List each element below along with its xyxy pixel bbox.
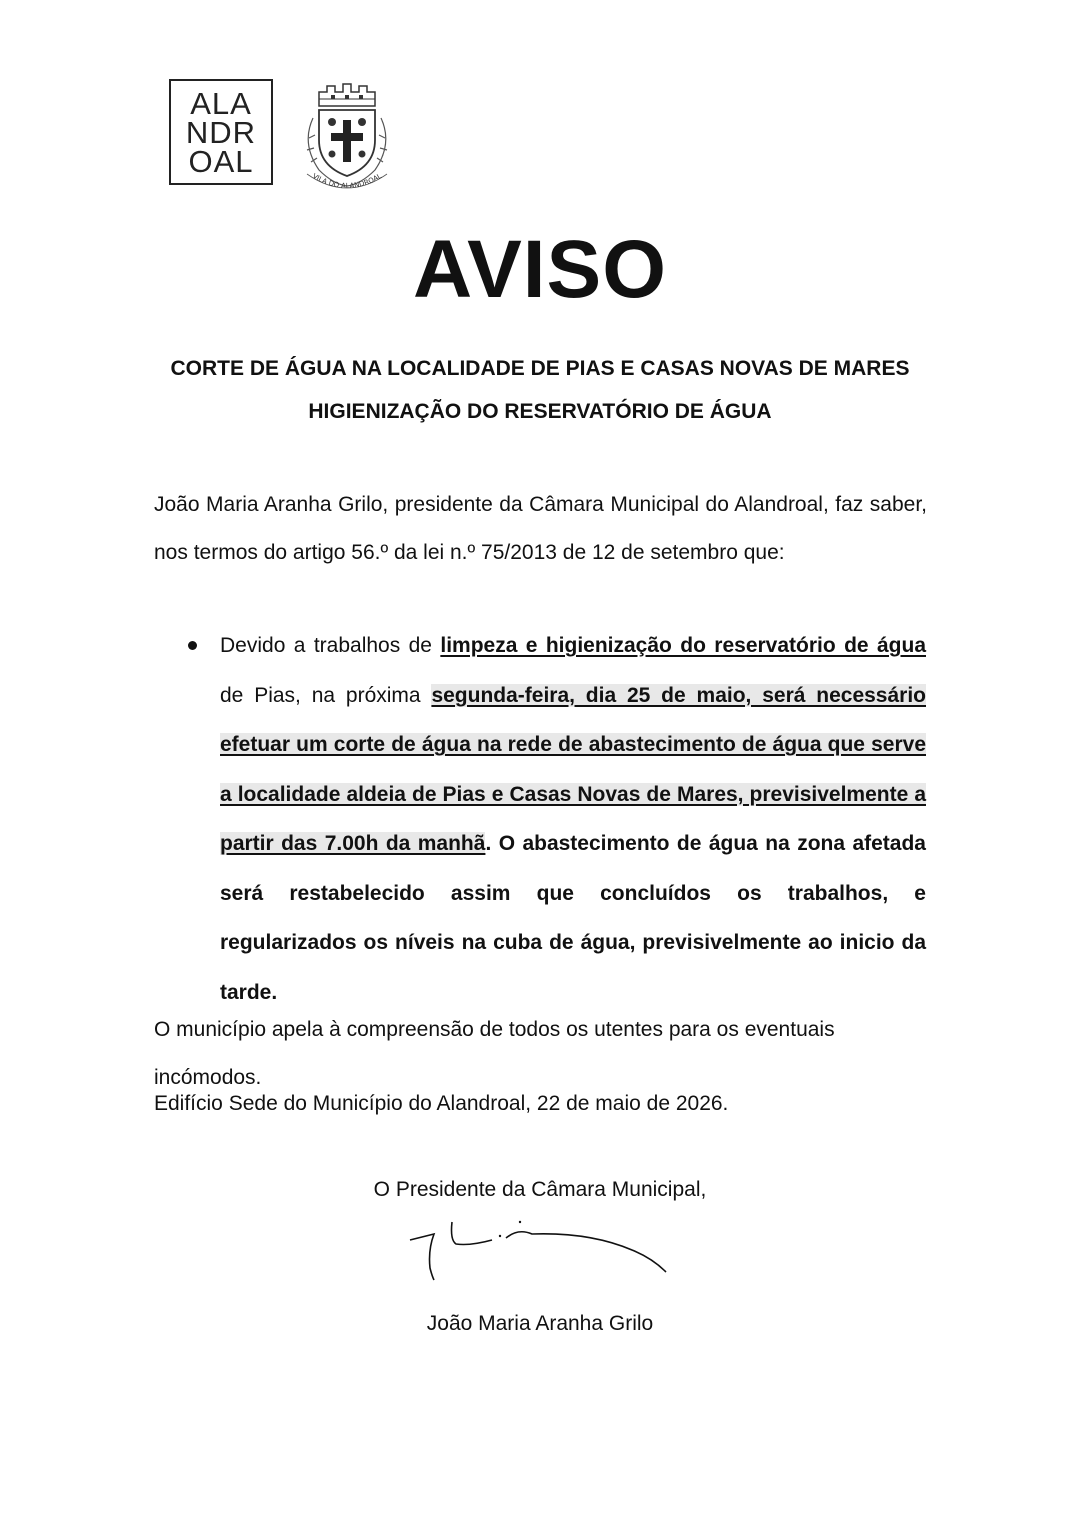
alandroal-logo bbox=[169, 79, 273, 185]
notice-subtitle-2: HIGIENIZAÇÃO DO RESERVATÓRIO DE ÁGUA bbox=[308, 400, 772, 423]
page-title: AVISO bbox=[412, 224, 668, 315]
municipal-crest-icon bbox=[289, 78, 405, 194]
appeal-paragraph: O município apela à compreensão de todos os utentes para os eventuais incómodos. bbox=[154, 1018, 835, 1089]
bullet-text-1: Devido a trabalhos de bbox=[220, 634, 441, 657]
intro-paragraph: João Maria Aranha Grilo, presidente da Câmara Municipal do Alandroal, faz saber, nos termos do artigo 56.º da lei n.º 75/2013 de 12 de setembro que: bbox=[154, 493, 927, 564]
bullet-icon bbox=[188, 641, 197, 650]
bullet-paragraph bbox=[220, 621, 926, 1017]
bullet-text-2: limpeza e higienização do reservatório de água bbox=[440, 634, 926, 657]
logo-line-2: NDR bbox=[185, 114, 257, 150]
logo-line-3: OAL bbox=[188, 143, 254, 179]
signatory-name: João Maria Aranha Grilo bbox=[426, 1312, 654, 1335]
handwritten-signature bbox=[400, 1210, 680, 1290]
signatory-role: O Presidente da Câmara Municipal, bbox=[373, 1178, 707, 1201]
bullet-text-5: . O abastecimento de água na zona afetada será restabelecido assim que concluídos os trabalhos, e regularizados os níveis na cuba de água, previsivelmente ao inicio da tarde. bbox=[220, 832, 926, 1004]
bullet-text-3: de Pias, na próxima bbox=[220, 683, 432, 707]
logo-line-1: ALA bbox=[190, 85, 252, 121]
bullet-text-4: segunda-feira, dia 25 de maio, será necessário efetuar um corte de água na rede de abastecimento de água que serve a localidade aldeia de Pias e Casas Novas de Mares, previsivelmente a partir das 7.00h da manhã bbox=[220, 683, 926, 855]
svg-text:VILA DO ALANDROAL bbox=[311, 172, 383, 190]
crest-ribbon-text: VILA DO ALANDROAL bbox=[310, 172, 384, 191]
place-date: Edifício Sede do Município do Alandroal, 22 de maio de 2026. bbox=[154, 1092, 729, 1115]
notice-subtitle-1: CORTE DE ÁGUA NA LOCALIDADE DE PIAS E CASAS NOVAS DE MARES bbox=[170, 357, 910, 380]
